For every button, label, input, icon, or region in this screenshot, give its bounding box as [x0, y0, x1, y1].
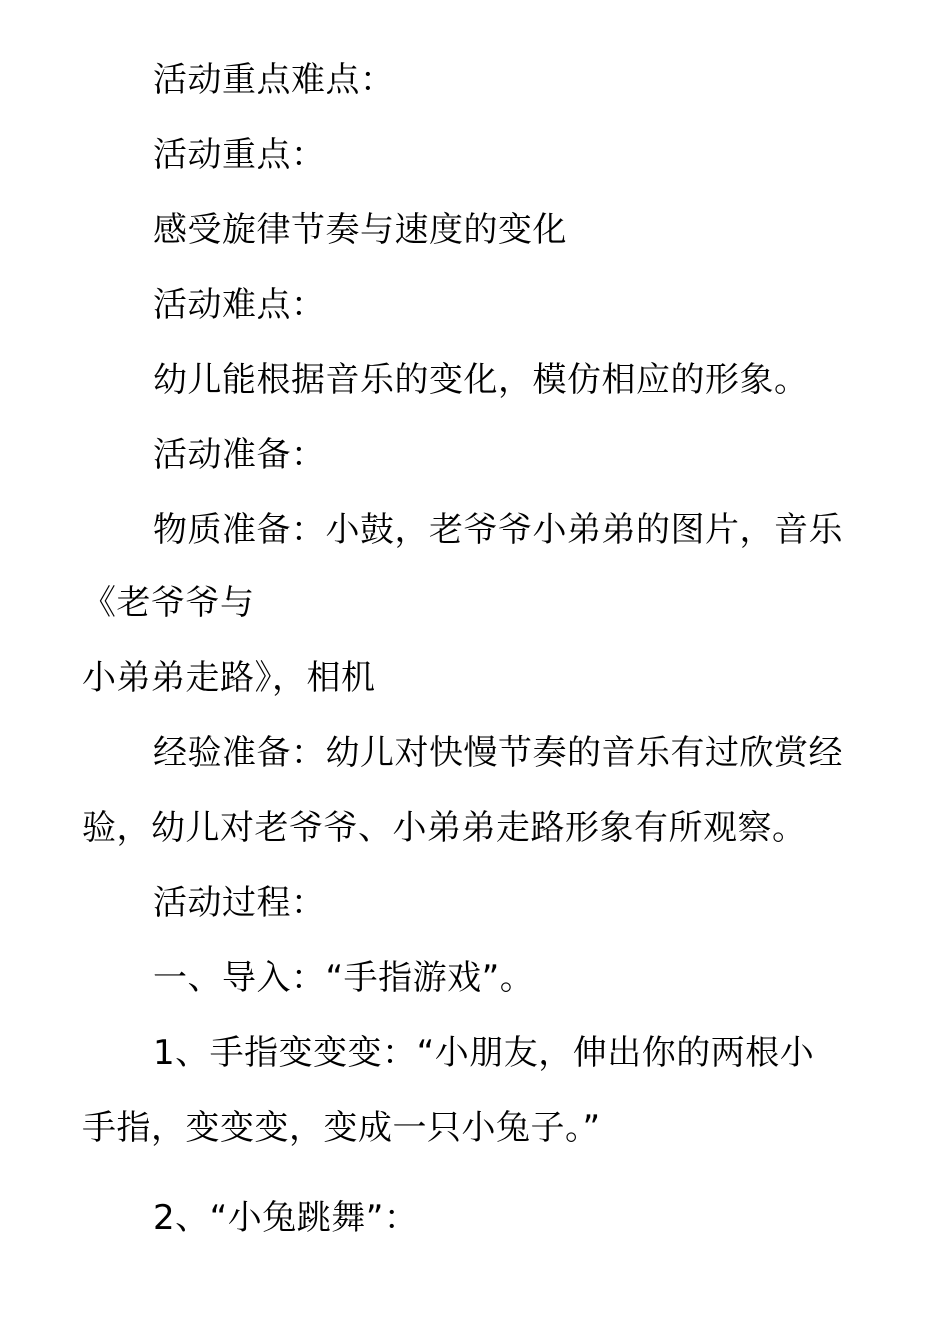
heading-preparation: 活动准备：: [153, 435, 326, 475]
paragraph-step-one-2: 2、“小兔跳舞”：: [153, 1198, 419, 1238]
heading-difficult-points: 活动难点：: [153, 285, 326, 325]
paragraph-material-preparation-line2: 《老爷爷与: [82, 583, 255, 623]
paragraph-material-preparation-line3: 小弟弟走路》，相机: [82, 658, 376, 698]
heading-key-points: 活动重点：: [153, 135, 326, 175]
paragraph-material-preparation: 物质准备：小鼓，老爷爷小弟弟的图片，音乐: [153, 510, 843, 550]
paragraph-step-one: 一、导入：“手指游戏”。: [153, 958, 535, 998]
paragraph-step-one-1-line2: 手指，变变变，变成一只小兔子。”: [82, 1108, 601, 1148]
paragraph-experience-preparation: 经验准备：幼儿对快慢节奏的音乐有过欣赏经: [153, 733, 843, 773]
paragraph-step-one-1: 1、手指变变变：“小朋友，伸出你的两根小: [153, 1033, 815, 1073]
heading-process: 活动过程：: [153, 883, 326, 923]
paragraph-difficult-points: 幼儿能根据音乐的变化，模仿相应的形象。: [153, 360, 809, 400]
heading-key-difficult-points: 活动重点难点：: [153, 60, 395, 100]
paragraph-key-points: 感受旋律节奏与速度的变化: [153, 210, 567, 250]
paragraph-experience-preparation-line2: 验，幼儿对老爷爷、小弟弟走路形象有所观察。: [82, 808, 807, 848]
